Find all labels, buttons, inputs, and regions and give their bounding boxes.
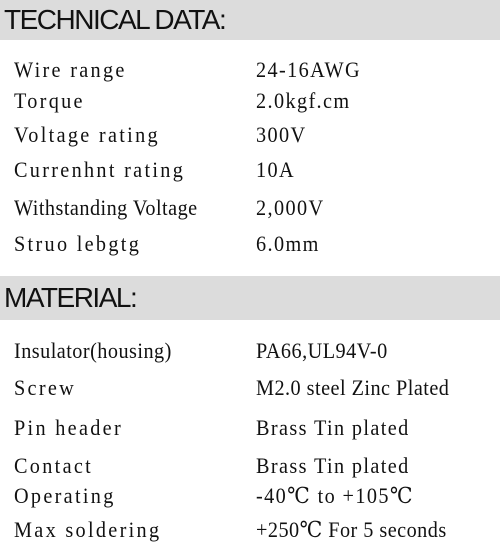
spec-row-wire-range [0, 55, 500, 85]
spec-value: 300V [256, 122, 307, 147]
technical-data-title: TECHNICAL DATA: [4, 4, 226, 35]
material-label: Screw [14, 375, 77, 400]
spec-value: 10A [256, 157, 295, 182]
material-value: +250℃ For 5 seconds [256, 517, 447, 542]
technical-data-header [0, 0, 500, 40]
spec-row-strip-length [0, 229, 500, 259]
spec-label: Voltage rating [14, 122, 160, 147]
spec-label: Currenhnt rating [14, 157, 186, 182]
material-label: Contact [14, 453, 94, 478]
material-row-screw [0, 373, 500, 403]
material-row-max-soldering [0, 515, 500, 545]
material-label: Max soldering [14, 517, 162, 542]
material-value: Brass Tin plated [256, 453, 410, 478]
material-header [0, 276, 500, 320]
spec-row-voltage-rating [0, 120, 500, 150]
material-label: Pin header [14, 415, 123, 440]
spec-label: Withstanding Voltage [14, 195, 198, 220]
material-title: MATERIAL: [4, 282, 137, 313]
spec-label: Struo lebgtg [14, 231, 142, 256]
material-value: M2.0 steel Zinc Plated [256, 375, 450, 400]
material-row-insulator [0, 336, 500, 366]
material-row-contact [0, 451, 500, 481]
material-row-operating [0, 481, 500, 511]
spec-label: Torque [14, 88, 85, 113]
spec-row-current-rating [0, 155, 500, 185]
spec-row-withstanding-voltage [0, 193, 500, 223]
spec-label: Wire range [14, 57, 127, 82]
material-label: Insulator(housing) [14, 338, 172, 363]
material-value: PA66,UL94V-0 [256, 338, 388, 363]
material-label: Operating [14, 483, 116, 508]
spec-value: 2.0kgf.cm [256, 88, 351, 113]
material-row-pin-header [0, 413, 500, 443]
spec-value: 2,000V [256, 195, 325, 220]
material-value: -40℃ to +105℃ [256, 483, 414, 508]
material-value: Brass Tin plated [256, 415, 410, 440]
spec-row-torque [0, 86, 500, 116]
spec-value: 24-16AWG [256, 57, 361, 82]
spec-value: 6.0mm [256, 231, 320, 256]
